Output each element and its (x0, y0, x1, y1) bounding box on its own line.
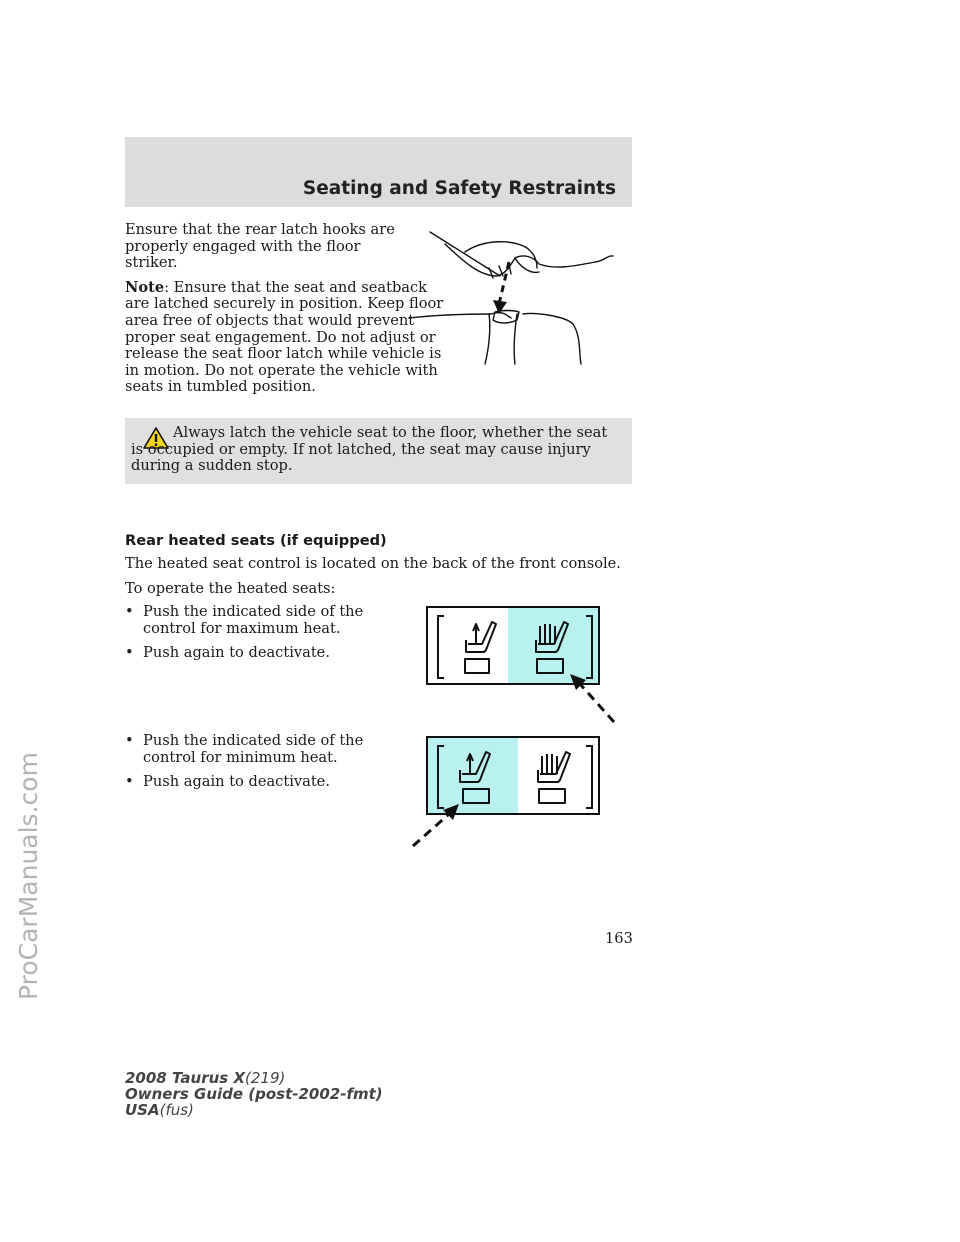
latch-paragraph: Ensure that the rear latch hooks are properly engaged with the floor striker. (125, 221, 395, 272)
seat-heat-low-icon (465, 622, 496, 673)
header-band (125, 137, 632, 207)
intro-paragraph: The heated seat control is located on the back of the front console. (125, 555, 621, 572)
section-heading: Rear heated seats (if equipped) (125, 532, 387, 549)
footer-model-code: (219) (245, 1069, 286, 1087)
warning-text: Always latch the vehicle seat to the floor, whether the seat is occupied or empty. If not latched, the seat may cause injury during a sudden stop. (131, 424, 608, 475)
bullet-icon: • (125, 773, 134, 791)
list-item: • Push again to deactivate. (125, 644, 330, 662)
max-heat-control (420, 604, 630, 724)
seat-heat-high-icon (538, 752, 570, 803)
min-heat-control (405, 734, 605, 854)
list-item: • Push the indicated side of the control for minimum heat. (125, 732, 364, 766)
bullet-icon: • (125, 644, 134, 662)
latch-instructions (125, 221, 444, 404)
footer-guide: Owners Guide (post-2002-fmt) (125, 1085, 383, 1103)
heated-intro (125, 556, 632, 605)
list-item: • Push the indicated side of the control for maximum heat. (125, 603, 364, 637)
footer-region: USA (125, 1101, 160, 1119)
bullet-icon: • (125, 732, 134, 749)
max-heat-list (125, 604, 395, 670)
seat-latch-illustration (405, 228, 630, 368)
footer-region-code: (fus) (159, 1101, 194, 1119)
footer-model: 2008 Taurus X (125, 1069, 246, 1087)
min-arrow (413, 814, 449, 846)
list-item: • Push again to deactivate. (125, 773, 330, 791)
max-arrow (580, 684, 614, 722)
operate-paragraph: To operate the heated seats: (125, 579, 336, 597)
note-text: : Ensure that the seat and seatback are latched securely in position. Keep floor area free of objects that would prevent proper seat engagement. Do not adjust or release the seat floor latch while vehicle is in motion. Do not operate the vehicle with seats in tumbled position. (125, 278, 444, 396)
note-label: Note (125, 278, 165, 296)
page-number: 163 (605, 930, 633, 947)
bullet-icon: • (125, 603, 134, 620)
min-heat-list (125, 733, 395, 799)
document-footer (125, 1070, 383, 1118)
page-title: Seating and Safety Restraints (302, 178, 616, 199)
watermark: ProCarManuals.com (14, 752, 43, 1000)
warning-box (125, 418, 632, 484)
